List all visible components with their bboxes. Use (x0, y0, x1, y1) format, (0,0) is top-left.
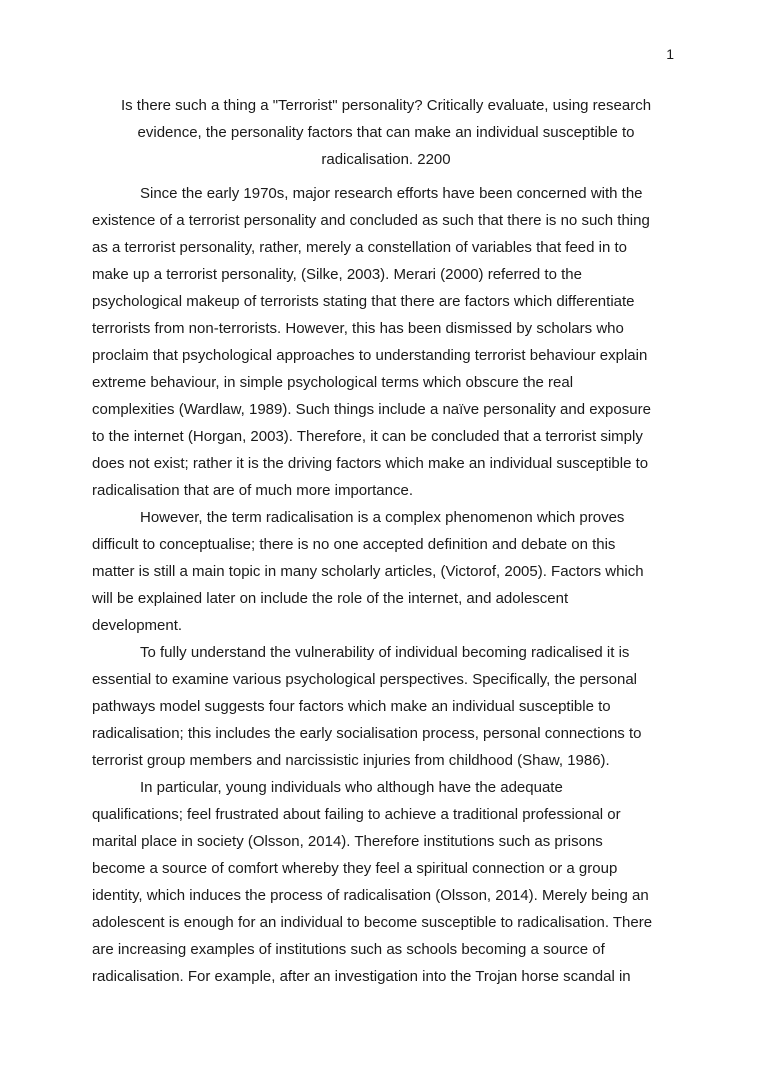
body-line: matter is still a main topic in many scholarly articles, (Victorof, 2005). Factors which (92, 563, 644, 580)
title-line: evidence, the personality factors that can make an individual susceptible to (137, 124, 635, 141)
body-line: are increasing examples of institutions such as schools becoming a source of (92, 941, 605, 958)
body-line: proclaim that psychological approaches to understanding terrorist behaviour explain (92, 347, 648, 364)
body-line: qualifications; feel frustrated about failing to achieve a traditional professional or (92, 806, 621, 823)
body-line: will be explained later on include the role of the internet, and adolescent (92, 590, 569, 607)
body-line: In particular, young individuals who although have the adequate (140, 779, 563, 796)
body-line: adolescent is enough for an individual to become susceptible to radicalisation. There (92, 914, 653, 931)
body-line: radicalisation that are of much more importance. (92, 482, 413, 499)
body-line: make up a terrorist personality, (Silke, 2003). Merari (2000) referred to the (92, 266, 582, 283)
title-line: Is there such a thing a "Terrorist" personality? Critically evaluate, using research (120, 97, 652, 114)
body-line: To fully understand the vulnerability of individual becoming radicalised it is (140, 644, 630, 661)
body-line: Since the early 1970s, major research efforts have been concerned with the (140, 185, 643, 202)
body-line: marital place in society (Olsson, 2014). Therefore institutions such as prisons (92, 833, 603, 850)
essay-body (92, 180, 676, 990)
body-line: as a terrorist personality, rather, merely a constellation of variables that feed in to (92, 239, 627, 256)
essay-title (96, 92, 676, 173)
body-line: identity, which induces the process of radicalisation (Olsson, 2014). Merely being an (92, 887, 649, 904)
title-line: radicalisation. 2200 (321, 151, 451, 168)
page-number: 1 (666, 46, 674, 62)
body-line: become a source of comfort whereby they feel a spiritual connection or a group (92, 860, 618, 877)
body-line: extreme behaviour, in simple psychological terms which obscure the real (92, 374, 574, 391)
body-line: pathways model suggests four factors which make an individual susceptible to (92, 698, 611, 715)
body-line: radicalisation. For example, after an investigation into the Trojan horse scandal in (92, 968, 631, 985)
body-line: existence of a terrorist personality and concluded as such that there is no such thing (92, 212, 650, 229)
body-line: development. (92, 617, 183, 634)
body-line: to the internet (Horgan, 2003). Therefore, it can be concluded that a terrorist simply (92, 428, 643, 445)
body-line: terrorists from non-terrorists. However, this has been dismissed by scholars who (92, 320, 624, 337)
body-line: radicalisation; this includes the early socialisation process, personal connections to (92, 725, 642, 742)
body-line: difficult to conceptualise; there is no one accepted definition and debate on this (92, 536, 616, 553)
body-line: complexities (Wardlaw, 1989). Such things include a naïve personality and exposure (92, 401, 651, 418)
body-line: essential to examine various psychological perspectives. Specifically, the personal (92, 671, 638, 688)
body-line: terrorist group members and narcissistic injuries from childhood (Shaw, 1986). (92, 752, 610, 769)
body-line: psychological makeup of terrorists stating that there are factors which differentiate (92, 293, 635, 310)
body-line: However, the term radicalisation is a complex phenomenon which proves (140, 509, 625, 526)
body-line: does not exist; rather it is the driving factors which make an individual susceptible to (92, 455, 649, 472)
